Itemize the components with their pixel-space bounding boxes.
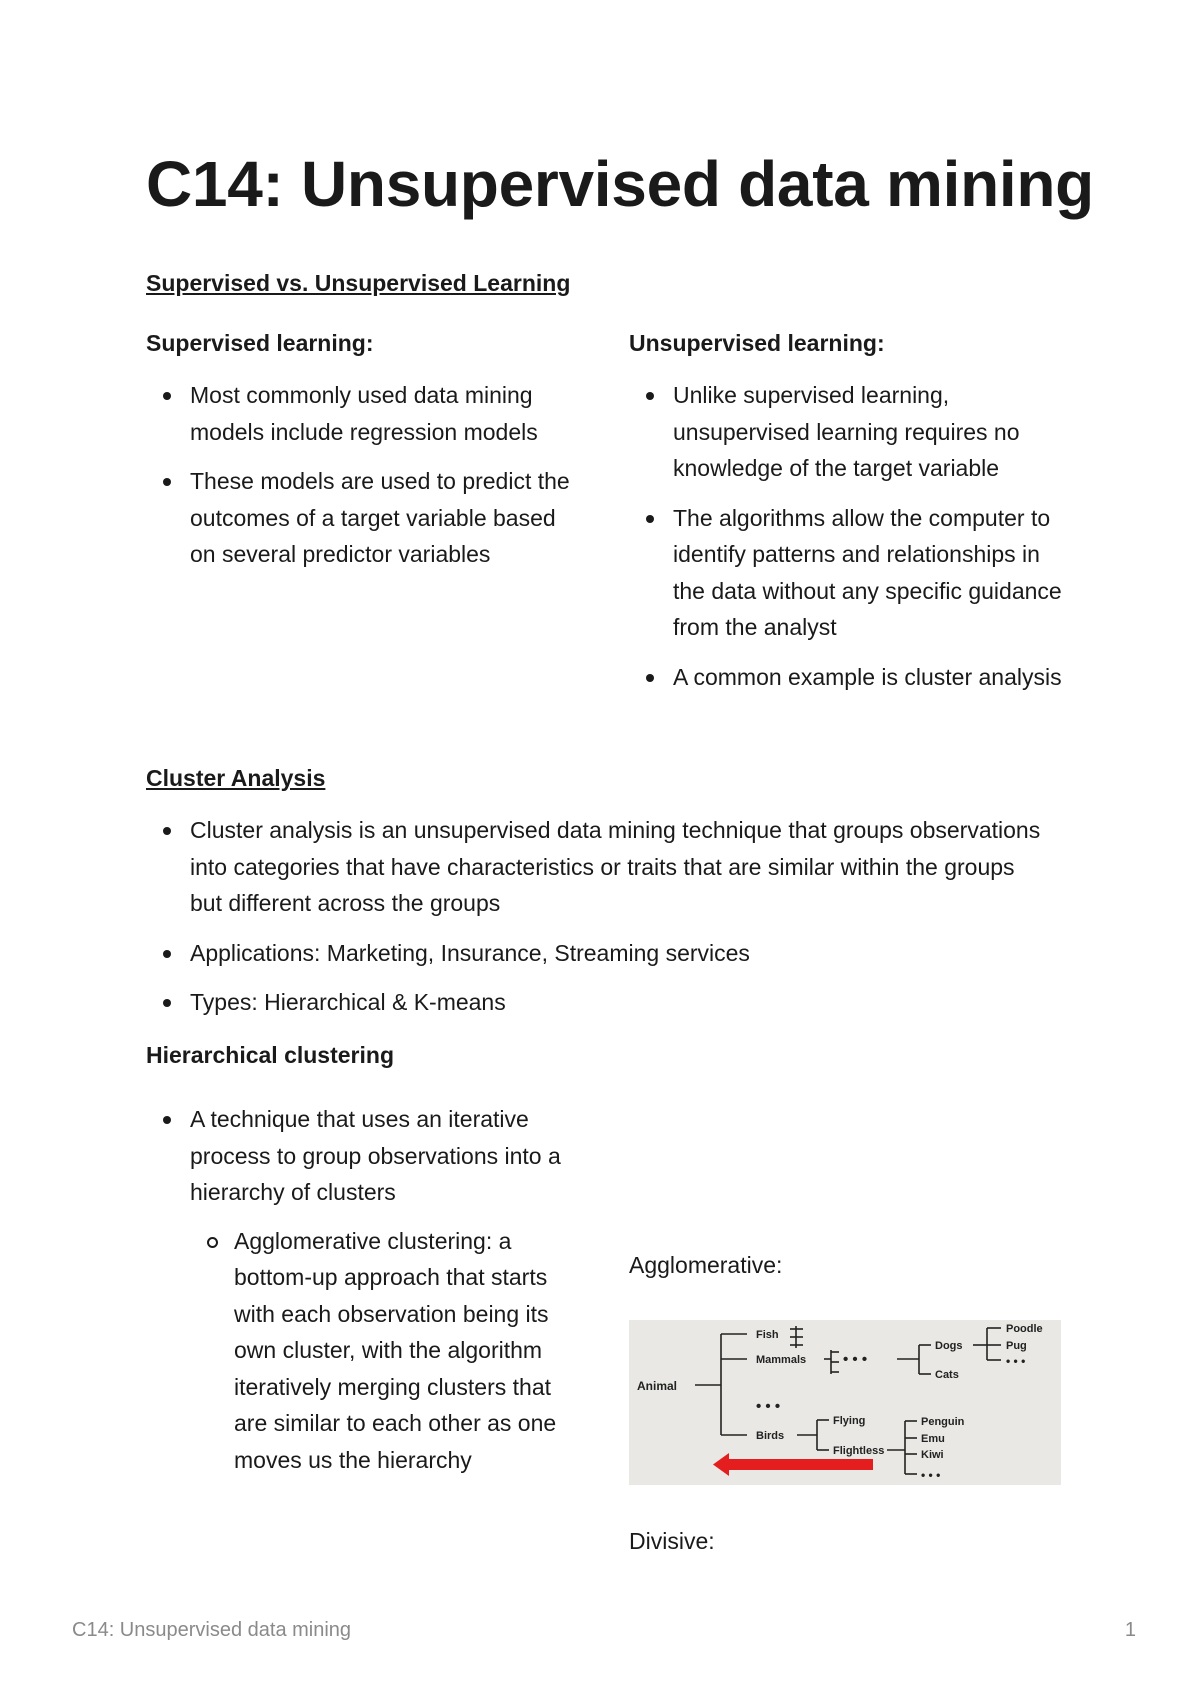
list-item: A common example is cluster analysis: [629, 659, 1069, 696]
divisive-label: Divisive:: [629, 1528, 715, 1554]
node-dogs-ellipsis: • • •: [1006, 1354, 1026, 1368]
hierarchical-sub-list: [190, 1223, 586, 1479]
node-root-ellipsis: • • •: [756, 1398, 781, 1415]
list-item: Cluster analysis is an unsupervised data mining technique that groups observations into categories that have characteristics or traits that are similar within the groups but different across the groups: [146, 812, 1046, 922]
footer-title: C14: Unsupervised data mining: [72, 1619, 352, 1641]
page-number: 1: [1124, 1619, 1136, 1641]
unsupervised-learning-heading: Unsupervised learning:: [629, 330, 885, 356]
hierarchical-bullet-text: A technique that uses an iterative process to group observations into a hierarchy of clusters: [190, 1106, 561, 1205]
list-item: Applications: Marketing, Insurance, Streaming services: [146, 935, 1046, 972]
node-kiwi: Kiwi: [921, 1449, 944, 1461]
node-penguin: Penguin: [921, 1416, 965, 1428]
node-mammals-ellipsis: • • •: [843, 1351, 868, 1368]
sub-list-item: Agglomerative clustering: a bottom-up approach that starts with each observation being its own cluster, with the algorithm iteratively merging clusters that are similar to each other as one moves us the hierarchy: [190, 1223, 586, 1479]
list-item: Unlike supervised learning, unsupervised learning requires no knowledge of the target variable: [629, 377, 1069, 487]
node-dogs: Dogs: [935, 1340, 963, 1352]
supervised-learning-heading: Supervised learning:: [146, 330, 374, 356]
node-cats: Cats: [935, 1369, 959, 1381]
cluster-analysis-list: [146, 812, 1046, 1034]
section-heading-supervised-vs-unsupervised: Supervised vs. Unsupervised Learning: [146, 270, 571, 296]
node-fish: Fish: [756, 1329, 779, 1341]
list-item: Most commonly used data mining models include regression models: [146, 377, 576, 450]
list-item: These models are used to predict the outcomes of a target variable based on several predictor variables: [146, 463, 576, 573]
hierarchical-clustering-heading: Hierarchical clustering: [146, 1042, 394, 1068]
hierarchical-clustering-list: [146, 1101, 586, 1491]
agglomerative-label: Agglomerative:: [629, 1252, 783, 1278]
node-birds-ellipsis: • • •: [921, 1468, 941, 1482]
node-flying: Flying: [833, 1415, 866, 1427]
node-flightless: Flightless: [833, 1445, 885, 1457]
node-pug: Pug: [1006, 1340, 1027, 1352]
node-animal: Animal: [637, 1379, 678, 1393]
section-heading-cluster-analysis: Cluster Analysis: [146, 765, 326, 791]
list-item: The algorithms allow the computer to identify patterns and relationships in the data without any specific guidance from the analyst: [629, 500, 1069, 646]
list-item: [146, 1101, 586, 1478]
list-item: Types: Hierarchical & K-means: [146, 984, 1046, 1021]
page-title: C14: Unsupervised data mining: [146, 148, 1094, 220]
node-poodle: Poodle: [1006, 1323, 1043, 1335]
unsupervised-learning-list: [629, 377, 1069, 708]
node-emu: Emu: [921, 1433, 945, 1445]
supervised-learning-list: [146, 377, 576, 586]
node-birds: Birds: [756, 1430, 785, 1442]
node-mammals: Mammals: [756, 1354, 807, 1366]
agglomerative-diagram: [629, 1320, 1061, 1485]
